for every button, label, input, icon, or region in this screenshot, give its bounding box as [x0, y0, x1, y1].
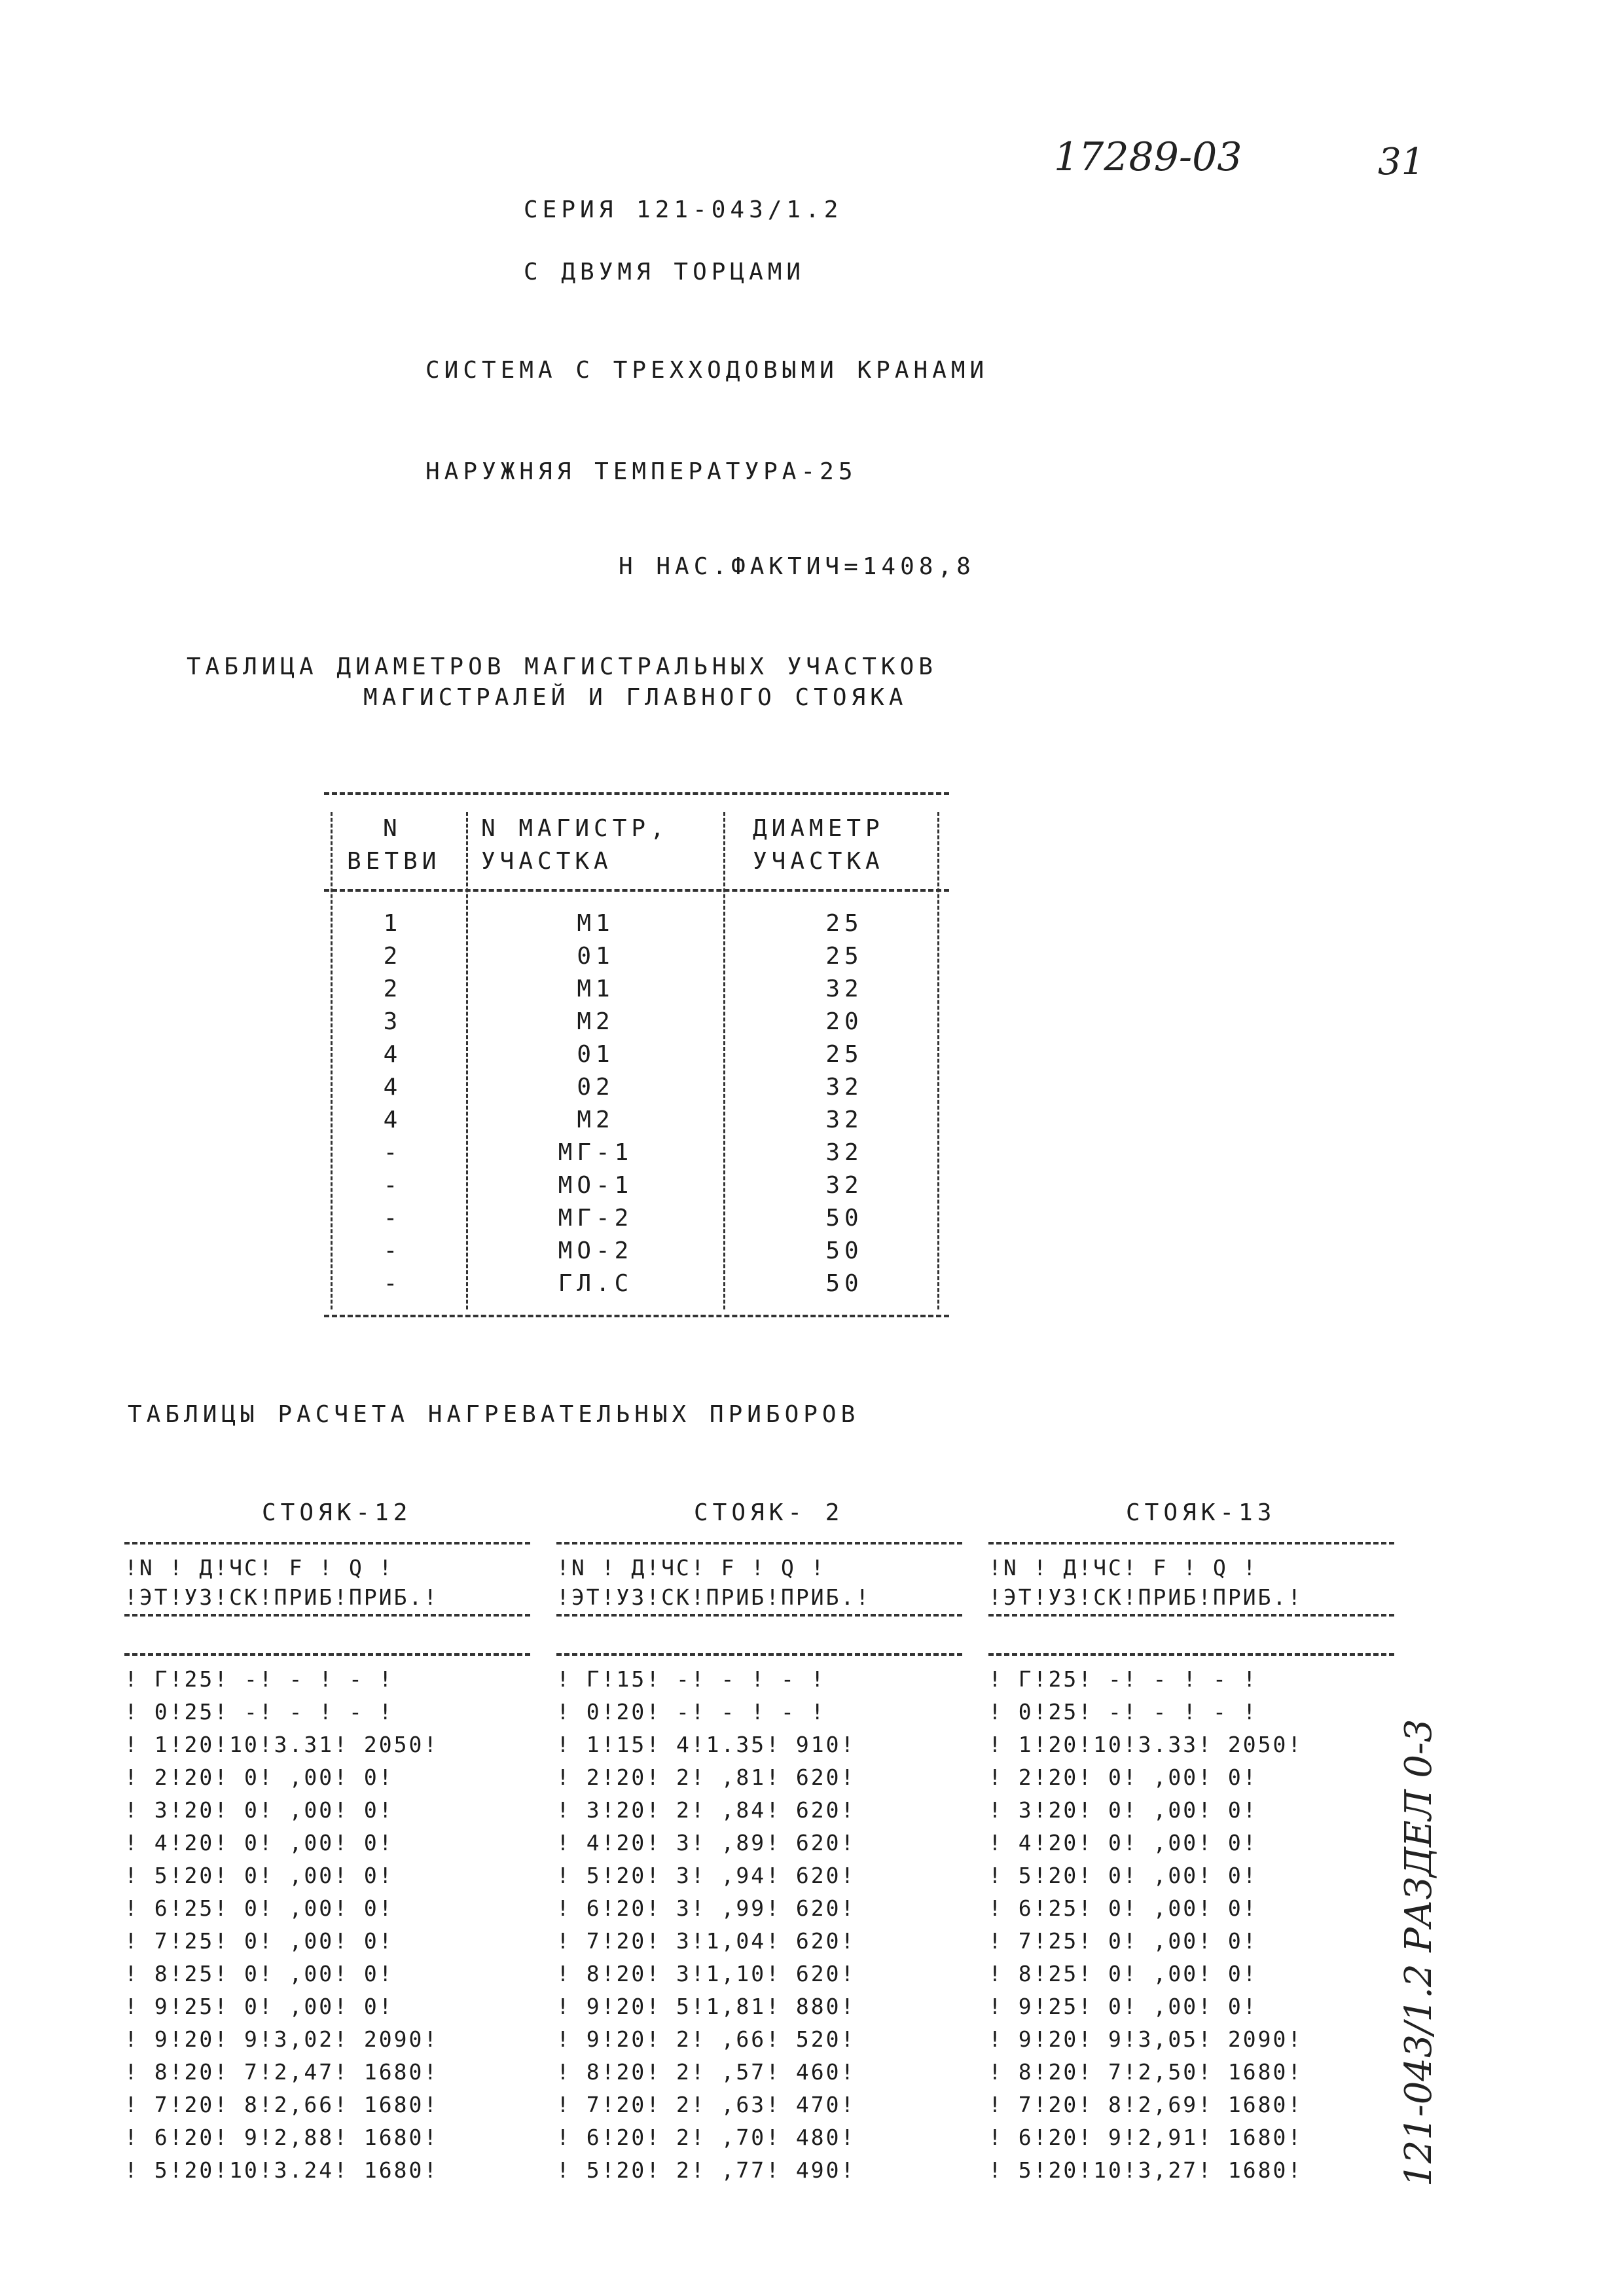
- riser-title: СТОЯК- 2: [694, 1499, 844, 1526]
- table-rule: [124, 1542, 530, 1545]
- table-row: ! Г!25! -! - ! - !: [988, 1666, 1258, 1692]
- branch-number-cell: 4: [383, 1106, 403, 1133]
- branch-number-cell: 2: [383, 976, 403, 1002]
- table-rule: [324, 792, 949, 795]
- table-row: ! 2!20! 2! ,81! 620!: [556, 1764, 856, 1790]
- diameters-table-title-1: ТАБЛИЦА ДИАМЕТРОВ МАГИСТРАЛЬНЫХ УЧАСТКОВ: [187, 653, 937, 680]
- table-row: ! 1!20!10!3.31! 2050!: [124, 1732, 439, 1757]
- diameter-cell: 50: [825, 1237, 863, 1264]
- table-row: ! 6!20! 3! ,99! 620!: [556, 1895, 856, 1921]
- table-row: ! 5!20! 0! ,00! 0!: [124, 1863, 394, 1888]
- section-cell: МО-1: [558, 1172, 634, 1199]
- table-row: ! 7!20! 8!2,66! 1680!: [124, 2092, 439, 2117]
- branch-number-cell: -: [383, 1172, 403, 1199]
- section-cell: М1: [577, 976, 615, 1002]
- diameter-cell: 32: [825, 1172, 863, 1199]
- header-main-section-number: N МАГИСТР,: [481, 815, 669, 842]
- section-cell: МГ-1: [558, 1139, 634, 1166]
- header-line-3: НАРУЖНЯЯ ТЕМПЕРАТУРА-25: [425, 458, 857, 485]
- table-row: ! 5!20! 3! ,94! 620!: [556, 1863, 856, 1888]
- table-row: ! 8!20! 2! ,57! 460!: [556, 2059, 856, 2085]
- table-row: ! 6!20! 2! ,70! 480!: [556, 2125, 856, 2150]
- section-cell: 01: [577, 1041, 615, 1068]
- table-row: ! 8!25! 0! ,00! 0!: [124, 1961, 394, 1986]
- header-branch-number: N: [383, 815, 402, 842]
- table-row: ! 3!20! 0! ,00! 0!: [988, 1797, 1258, 1823]
- device-table-header: !N ! Д!ЧС! F ! Q !: [124, 1555, 394, 1581]
- device-table-header: !N ! Д!ЧС! F ! Q !: [556, 1555, 826, 1581]
- branch-number-cell: 4: [383, 1041, 403, 1068]
- header-main-section: УЧАСТКА: [481, 848, 613, 875]
- table-rule: [556, 1653, 962, 1656]
- table-row: ! 0!25! -! - ! - !: [988, 1699, 1258, 1725]
- header-diameter: ДИАМЕТР: [753, 815, 884, 842]
- table-row: ! 6!20! 9!2,88! 1680!: [124, 2125, 439, 2150]
- table-border: [723, 812, 725, 1309]
- table-row: ! 9!20! 9!3,02! 2090!: [124, 2026, 439, 2052]
- section-cell: М2: [577, 1008, 615, 1035]
- table-row: ! 4!20! 0! ,00! 0!: [124, 1830, 394, 1855]
- table-row: ! 9!25! 0! ,00! 0!: [124, 1994, 394, 2019]
- section-cell: 01: [577, 943, 615, 970]
- device-table-header: !ЭТ!УЗ!СК!ПРИБ!ПРИБ.!: [988, 1584, 1303, 1610]
- table-row: ! Г!15! -! - ! - !: [556, 1666, 826, 1692]
- table-row: ! 6!20! 9!2,91! 1680!: [988, 2125, 1303, 2150]
- table-rule: [988, 1653, 1394, 1656]
- table-row: ! 3!20! 0! ,00! 0!: [124, 1797, 394, 1823]
- riser-title: СТОЯК-12: [262, 1499, 412, 1526]
- table-row: ! 7!20! 3!1,04! 620!: [556, 1928, 856, 1954]
- table-rule: [324, 889, 949, 892]
- diameter-cell: 32: [825, 1139, 863, 1166]
- table-row: ! 5!20!10!3,27! 1680!: [988, 2157, 1303, 2183]
- table-row: ! 1!15! 4!1.35! 910!: [556, 1732, 856, 1757]
- margin-note: 121-043/1.2 РАЗДЕЛ 0-3: [1398, 1719, 1440, 2187]
- table-border: [331, 812, 333, 1309]
- table-row: ! 8!20! 7!2,47! 1680!: [124, 2059, 439, 2085]
- diameter-cell: 32: [825, 1106, 863, 1133]
- branch-number-cell: 1: [383, 910, 403, 937]
- diameters-table-title-2: МАГИСТРАЛЕЙ И ГЛАВНОГО СТОЯКА: [363, 684, 908, 711]
- table-row: ! 8!25! 0! ,00! 0!: [988, 1961, 1258, 1986]
- device-table-header: !ЭТ!УЗ!СК!ПРИБ!ПРИБ.!: [124, 1584, 439, 1610]
- document-number: 17289-03: [1054, 134, 1242, 180]
- branch-number-cell: 4: [383, 1074, 403, 1101]
- branch-number-cell: 3: [383, 1008, 403, 1035]
- branch-number-cell: 2: [383, 943, 403, 970]
- table-row: ! 7!25! 0! ,00! 0!: [988, 1928, 1258, 1954]
- table-row: ! 3!20! 2! ,84! 620!: [556, 1797, 856, 1823]
- table-rule: [124, 1653, 530, 1656]
- section-cell: 02: [577, 1074, 615, 1101]
- header-line-1: С ДВУМЯ ТОРЦАМИ: [524, 259, 806, 285]
- diameter-cell: 25: [825, 943, 863, 970]
- table-rule: [556, 1542, 962, 1545]
- table-row: ! Г!25! -! - ! - !: [124, 1666, 394, 1692]
- device-table-header: !ЭТ!УЗ!СК!ПРИБ!ПРИБ.!: [556, 1584, 871, 1610]
- branch-number-cell: -: [383, 1237, 403, 1264]
- table-row: ! 9!20! 2! ,66! 520!: [556, 2026, 856, 2052]
- table-rule: [124, 1614, 530, 1617]
- table-row: ! 7!20! 8!2,69! 1680!: [988, 2092, 1303, 2117]
- table-row: ! 0!25! -! - ! - !: [124, 1699, 394, 1725]
- branch-number-cell: -: [383, 1205, 403, 1232]
- table-row: ! 6!25! 0! ,00! 0!: [988, 1895, 1258, 1921]
- branch-number-cell: -: [383, 1139, 403, 1166]
- section-cell: МГ-2: [558, 1205, 634, 1232]
- header-line-2: СИСТЕМА С ТРЕХХОДОВЫМИ КРАНАМИ: [425, 357, 989, 384]
- table-row: ! 2!20! 0! ,00! 0!: [124, 1764, 394, 1790]
- table-row: ! 7!25! 0! ,00! 0!: [124, 1928, 394, 1954]
- table-row: ! 9!20! 9!3,05! 2090!: [988, 2026, 1303, 2052]
- header-branch: ВЕТВИ: [347, 848, 441, 875]
- table-border: [937, 812, 939, 1309]
- diameter-cell: 25: [825, 1041, 863, 1068]
- section-cell: МО-2: [558, 1237, 634, 1264]
- table-row: ! 9!20! 5!1,81! 880!: [556, 1994, 856, 2019]
- table-row: ! 8!20! 7!2,50! 1680!: [988, 2059, 1303, 2085]
- diameter-cell: 25: [825, 910, 863, 937]
- table-row: ! 5!20! 0! ,00! 0!: [988, 1863, 1258, 1888]
- table-row: ! 6!25! 0! ,00! 0!: [124, 1895, 394, 1921]
- table-row: ! 2!20! 0! ,00! 0!: [988, 1764, 1258, 1790]
- header-diameter-section: УЧАСТКА: [753, 848, 884, 875]
- table-rule: [988, 1614, 1394, 1617]
- section-cell: М1: [577, 910, 615, 937]
- table-row: ! 4!20! 3! ,89! 620!: [556, 1830, 856, 1855]
- diameter-cell: 50: [825, 1205, 863, 1232]
- section-cell: М2: [577, 1106, 615, 1133]
- riser-title: СТОЯК-13: [1126, 1499, 1276, 1526]
- page-number: 31: [1378, 141, 1425, 183]
- table-border: [466, 812, 468, 1309]
- table-row: ! 5!20! 2! ,77! 490!: [556, 2157, 856, 2183]
- table-rule: [324, 1315, 949, 1317]
- table-row: ! 4!20! 0! ,00! 0!: [988, 1830, 1258, 1855]
- table-row: ! 1!20!10!3.33! 2050!: [988, 1732, 1303, 1757]
- section-cell: ГЛ.С: [558, 1270, 634, 1297]
- branch-number-cell: -: [383, 1270, 403, 1297]
- table-rule: [988, 1542, 1394, 1545]
- diameter-cell: 32: [825, 1074, 863, 1101]
- table-row: ! 9!25! 0! ,00! 0!: [988, 1994, 1258, 2019]
- diameter-cell: 20: [825, 1008, 863, 1035]
- table-row: ! 8!20! 3!1,10! 620!: [556, 1961, 856, 1986]
- header-line-4: Н НАС.ФАКТИЧ=1408,8: [619, 553, 975, 580]
- series-title: СЕРИЯ 121-043/1.2: [524, 196, 843, 223]
- diameter-cell: 32: [825, 976, 863, 1002]
- devices-table-title: ТАБЛИЦЫ РАСЧЕТА НАГРЕВАТЕЛЬНЫХ ПРИБОРОВ: [128, 1401, 860, 1428]
- diameter-cell: 50: [825, 1270, 863, 1297]
- table-row: ! 5!20!10!3.24! 1680!: [124, 2157, 439, 2183]
- table-row: ! 0!20! -! - ! - !: [556, 1699, 826, 1725]
- device-table-header: !N ! Д!ЧС! F ! Q !: [988, 1555, 1258, 1581]
- table-rule: [556, 1614, 962, 1617]
- table-row: ! 7!20! 2! ,63! 470!: [556, 2092, 856, 2117]
